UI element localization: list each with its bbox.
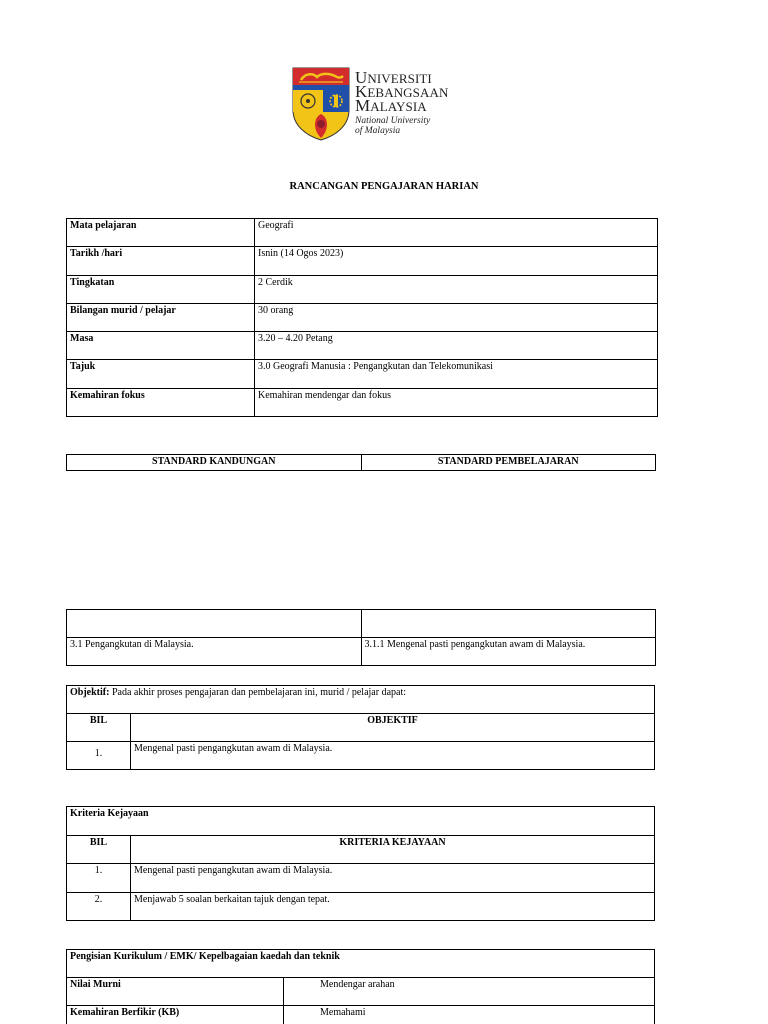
info-row bbox=[67, 275, 658, 303]
curriculum-value: Memahami bbox=[284, 1006, 655, 1024]
info-value: 3.20 – 4.20 Petang bbox=[255, 332, 658, 360]
info-label: Kemahiran fokus bbox=[67, 388, 255, 416]
bil-header: BIL bbox=[67, 714, 131, 742]
standard-kandungan-header: STANDARD KANDUNGAN bbox=[67, 455, 362, 471]
info-label: Masa bbox=[67, 332, 255, 360]
table-row bbox=[67, 978, 655, 1006]
objective-intro-row bbox=[67, 686, 655, 714]
table-header-row bbox=[67, 714, 655, 742]
logo-line3-rest: ALAYSIA bbox=[370, 99, 427, 114]
info-value: Geografi bbox=[255, 219, 658, 247]
ukm-logo bbox=[291, 66, 449, 142]
objective-label: Objektif: bbox=[70, 687, 110, 698]
success-criteria-table bbox=[66, 806, 655, 921]
logo-line1-cap: U bbox=[355, 68, 368, 87]
info-label: Tarikh /hari bbox=[67, 247, 255, 275]
info-value: Isnin (14 Ogos 2023) bbox=[255, 247, 658, 275]
table-row bbox=[67, 864, 655, 893]
info-value: 2 Cerdik bbox=[255, 275, 658, 303]
info-row bbox=[67, 219, 658, 247]
empty-cell bbox=[361, 610, 656, 638]
bil-cell: 1. bbox=[67, 864, 131, 893]
info-value: 3.0 Geografi Manusia : Pengangkutan dan Telekomunikasi bbox=[255, 360, 658, 388]
objective-intro: Pada akhir proses pengajaran dan pembelajaran ini, murid / pelajar dapat: bbox=[109, 687, 407, 698]
curriculum-label: Nilai Murni bbox=[67, 978, 284, 1006]
table-row bbox=[67, 638, 656, 666]
logo-subtitle-1: National University bbox=[355, 116, 431, 126]
lesson-info-table bbox=[66, 218, 658, 417]
info-label: Mata pelajaran bbox=[67, 219, 255, 247]
table-row bbox=[67, 742, 655, 770]
curriculum-heading: Pengisian Kurikulum / EMK/ Kepelbagaian kaedah dan teknik bbox=[67, 950, 655, 978]
criteria-text: Menjawab 5 soalan berkaitan tajuk dengan tepat. bbox=[131, 892, 655, 921]
curriculum-table bbox=[66, 949, 655, 1024]
info-value: Kemahiran mendengar dan fokus bbox=[255, 388, 658, 416]
bil-cell: 1. bbox=[67, 742, 131, 770]
table-row bbox=[67, 610, 656, 638]
bil-header: BIL bbox=[67, 835, 131, 864]
curriculum-label: Kemahiran Berfikir (KB) bbox=[67, 1006, 284, 1024]
curriculum-value: Mendengar arahan bbox=[284, 978, 655, 1006]
standard-pembelajaran: 3.1.1 Mengenal pasti pengangkutan awam di Malaysia. bbox=[361, 638, 656, 666]
success-criteria-heading: Kriteria Kejayaan bbox=[67, 807, 655, 836]
criteria-header: KRITERIA KEJAYAAN bbox=[131, 835, 655, 864]
logo-subtitle-2: of Malaysia bbox=[355, 126, 401, 136]
logo-line1-rest: NIVERSITI bbox=[367, 71, 432, 86]
criteria-text: Mengenal pasti pengangkutan awam di Malaysia. bbox=[131, 864, 655, 893]
logo-line2-cap: K bbox=[355, 82, 368, 101]
standard-content-table bbox=[66, 609, 656, 666]
info-row bbox=[67, 247, 658, 275]
info-value: 30 orang bbox=[255, 303, 658, 331]
table-header-row bbox=[67, 455, 656, 471]
objective-header: OBJEKTIF bbox=[131, 714, 655, 742]
info-label: Tajuk bbox=[67, 360, 255, 388]
standard-pembelajaran-header: STANDARD PEMBELAJARAN bbox=[361, 455, 656, 471]
objective-table bbox=[66, 685, 655, 770]
standard-header-table bbox=[66, 454, 656, 471]
ukm-wordmark bbox=[355, 68, 449, 136]
logo-line2-rest: EBANGSAAN bbox=[367, 85, 449, 100]
info-label: Bilangan murid / pelajar bbox=[67, 303, 255, 331]
info-row bbox=[67, 388, 658, 416]
table-row bbox=[67, 1006, 655, 1024]
document-title: RANCANGAN PENGAJARAN HARIAN bbox=[289, 181, 479, 192]
objective-text: Mengenal pasti pengangkutan awam di Malaysia. bbox=[131, 742, 655, 770]
empty-cell bbox=[67, 610, 362, 638]
objective-intro-cell bbox=[67, 686, 655, 714]
info-label: Tingkatan bbox=[67, 275, 255, 303]
info-row bbox=[67, 303, 658, 331]
standard-kandungan: 3.1 Pengangkutan di Malaysia. bbox=[67, 638, 362, 666]
info-row bbox=[67, 360, 658, 388]
info-row bbox=[67, 332, 658, 360]
ukm-crest-icon bbox=[291, 66, 351, 142]
bil-cell: 2. bbox=[67, 892, 131, 921]
success-criteria-heading-row bbox=[67, 807, 655, 836]
table-header-row bbox=[67, 835, 655, 864]
curriculum-heading-row bbox=[67, 950, 655, 978]
table-row bbox=[67, 892, 655, 921]
logo-line3-cap: M bbox=[355, 96, 371, 115]
